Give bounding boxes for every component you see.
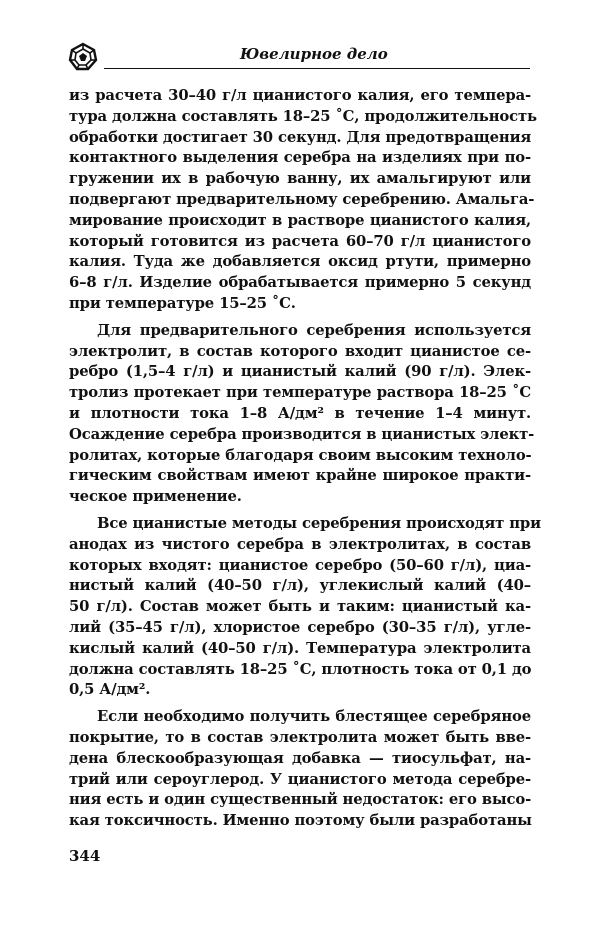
- text-line: Осаждение серебра производится в цианистых элект-: [69, 425, 535, 443]
- text-line: тура должна составлять 18–25 ˚С, продолжительность: [69, 107, 537, 125]
- text-line: лий (35–45 г/л), хлористое серебро (30–35 г/л), угле-: [69, 618, 531, 636]
- header-title: Ювелирное дело: [240, 45, 388, 63]
- text-line: нистый калий (40–50 г/л), углекислый калий (40–: [69, 577, 531, 595]
- text-line: при температуре 15–25 ˚С.: [69, 294, 296, 312]
- text-line: гружении их в рабочую ванну, их амальгируют или: [69, 170, 531, 188]
- text-line: калия. Туда же добавляется оксид ртути, примерно: [69, 253, 531, 271]
- page-number: 344: [69, 847, 101, 865]
- text-line: мирование происходит в растворе цианистого калия,: [69, 211, 531, 229]
- text-line: ребро (1,5–4 г/л) и цианистый калий (90 г/л). Элек-: [69, 363, 531, 381]
- running-header: [68, 42, 530, 72]
- text-line: которых входят: цианистое серебро (50–60 г/л), циа-: [69, 556, 531, 574]
- text-line: анодах из чистого серебра в электролитах, в состав: [69, 535, 531, 553]
- text-line: Все цианистые методы серебрения происходят при: [97, 514, 541, 532]
- text-line: ролитах, которые благодаря своим высоким техноло-: [69, 446, 532, 464]
- text-line: электролит, в состав которого входит цианистое се-: [69, 342, 531, 360]
- jewel-gem-icon: [68, 42, 98, 72]
- text-line: который готовится из расчета 60–70 г/л цианистого: [69, 232, 531, 250]
- header-rule: [104, 68, 530, 69]
- text-line: трий или сероуглерод. У цианистого метода серебре-: [69, 770, 531, 788]
- text-line: кислый калий (40–50 г/л). Температура электролита: [69, 639, 531, 657]
- text-line: должна составлять 18–25 ˚С, плотность тока от 0,1 до: [69, 660, 532, 678]
- text-line: ния есть и один существенный недостаток: его высо-: [69, 791, 532, 809]
- text-line: обработки достигает 30 секунд. Для предотвращения: [69, 128, 532, 146]
- text-line: кая токсичность. Именно поэтому были разработаны: [69, 812, 532, 830]
- text-line: Если необходимо получить блестящее серебряное: [97, 708, 531, 726]
- text-line: тролиз протекает при температуре раствора 18–25 ˚С: [69, 384, 531, 402]
- text-line: 6–8 г/л. Изделие обрабатывается примерно 5 секунд: [69, 274, 531, 292]
- text-line: и плотности тока 1–8 А/дм² в течение 1–4 минут.: [69, 404, 531, 422]
- body-text: [69, 86, 541, 832]
- text-line: 50 г/л). Состав может быть и таким: цианистый ка-: [69, 598, 531, 616]
- text-line: покрытие, то в состав электролита может быть вве-: [69, 728, 531, 746]
- text-line: ческое применение.: [69, 488, 242, 506]
- text-line: подвергают предварительному серебрению. Амальга-: [69, 190, 535, 208]
- text-line: Для предварительного серебрения используется: [97, 321, 531, 339]
- text-line: из расчета 30–40 г/л цианистого калия, его темпера-: [69, 87, 531, 104]
- text-line: дена блескообразующая добавка — тиосульфат, на-: [69, 749, 531, 767]
- text-line: 0,5 А/дм².: [69, 681, 151, 699]
- text-line: контактного выделения серебра на изделиях при по-: [69, 149, 531, 167]
- text-line: гическим свойствам имеют крайне широкое практи-: [69, 467, 531, 485]
